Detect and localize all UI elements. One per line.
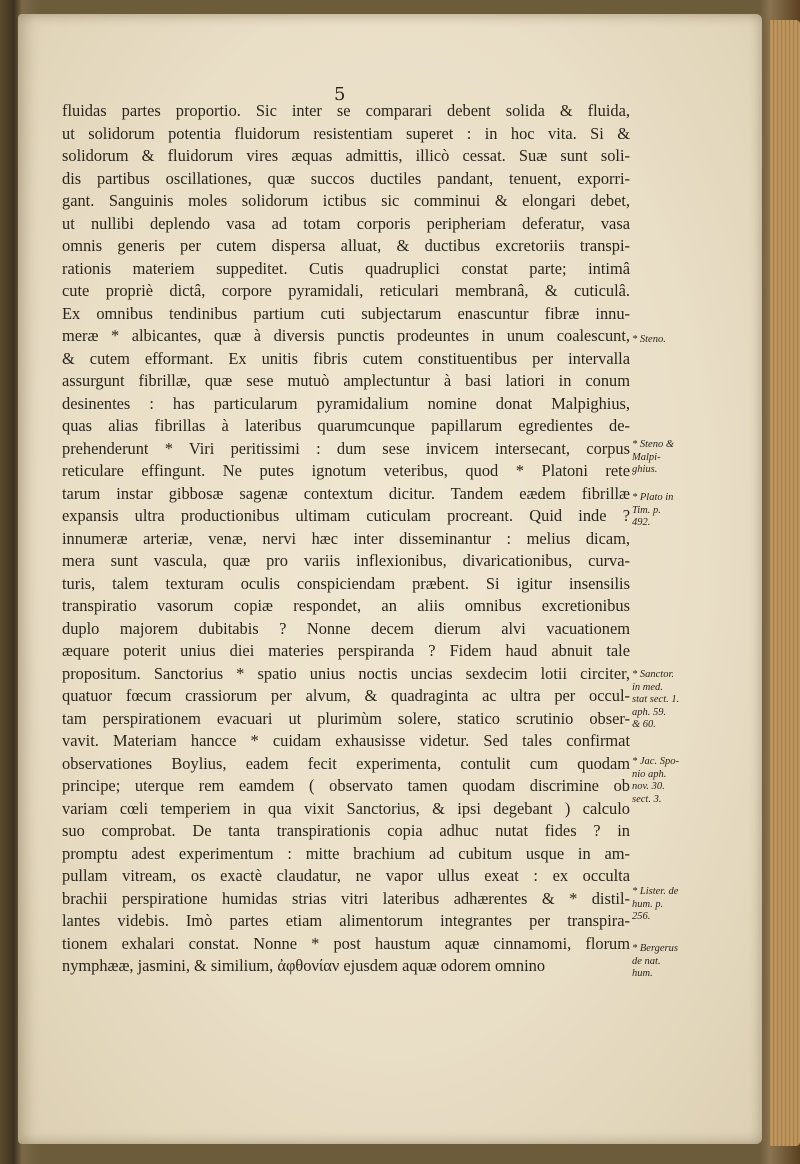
- text-line: omnis generis per cutem dispersa alluat, & ductibus excretoriis transpi-: [62, 236, 630, 255]
- text-line: fluidas partes proportio. Sic inter se comparari debent solida & fluida,: [62, 101, 630, 120]
- margin-note: * Plato in Tim. p. 492.: [632, 492, 674, 528]
- text-line: principe; uterque rem eamdem ( observato tamen quodam discrimine ob: [62, 776, 630, 795]
- text-line: turis, talem texturam oculis conspiciendam præbent. Si igitur insensilis: [62, 573, 630, 593]
- margin-note: * Steno.: [632, 334, 666, 345]
- text-line: & cutem efformant. Ex unitis fibris cutem constituentibus per intervalla: [62, 348, 630, 368]
- text-line: transpiratio vasorum copiæ respondet, an aliis omnibus excretionibus: [62, 596, 630, 615]
- body-text: [62, 100, 630, 978]
- text-line: ut solidorum potentia fluidorum resistentiam superet : in hoc vita. Si &: [62, 123, 630, 143]
- page-number: 5: [334, 84, 346, 105]
- text-line: assurgunt fibrillæ, quæ sese mutuò amplectuntur à basi latiori in conum: [62, 371, 630, 390]
- text-line: quas alias fibrillas à lateribus quarumcunque papillarum egredientes de-: [62, 416, 630, 435]
- text-line: variam cœli temperiem in qua vixit Sanctorius, & ipsi degebant ) calculo: [62, 798, 630, 818]
- margin-note: * Sanctor. in med. stat sect. 1. aph. 59. & 60.: [632, 669, 680, 730]
- text-line: quatuor fœcum crassiorum per alvum, & quadraginta ac ultra per occul-: [62, 686, 630, 705]
- text-line: dis partibus oscillationes, quæ succos ductiles pandant, tenuent, exporri-: [62, 168, 630, 188]
- text-line: rationis materiem suppeditet. Cutis quadruplici constat parte; intimâ: [62, 258, 630, 278]
- text-line: tionem exhalari constat. Nonne * post haustum aquæ cinnamomi, florum: [62, 933, 630, 953]
- text-line: duplo majorem dubitabis ? Nonne decem dierum alvi vacuationem: [62, 618, 630, 638]
- text-line: gant. Sanguinis moles solidorum ictibus sic comminui & elongari debet,: [62, 191, 630, 210]
- text-line: solidorum & fluidorum vires æquas admittis, illicò cessat. Suæ sunt soli-: [62, 146, 630, 165]
- text-line: tam perspirationem evacuari ut plurimùm solere, statico scrutinio obser-: [62, 708, 630, 728]
- text-line: Ex omnibus tendinibus partium cuti subjectarum enascuntur fibræ innu-: [62, 303, 630, 323]
- text-line: desinentes : has particularum pyramidalium nomine donat Malpighius,: [62, 393, 630, 413]
- text-line: promptu adest experimentum : mitte brachium ad cubitum usque in am-: [62, 843, 630, 863]
- text-line: expansis ultra productionibus ultimam cuticulam procreant. Quid inde ?: [62, 506, 630, 525]
- text-line: brachii perspiratione humidas strias vitri lateribus adhærentes & * distil-: [62, 888, 630, 908]
- margin-note: * Jac. Spo- nio aph. nov. 30. sect. 3.: [632, 756, 679, 805]
- margin-note: * Steno & Malpi- ghius.: [632, 439, 674, 475]
- text-line: innumeræ arteriæ, venæ, nervi hæc inter disseminantur : melius dicam,: [62, 528, 630, 548]
- text-line: observationes Boylius, eadem fecit experimenta, contulit cum quodam: [62, 753, 630, 773]
- text-line: tarum instar gibbosæ sagenæ contextum dicitur. Tandem eædem fibrillæ: [62, 483, 630, 503]
- text-line: lantes videbis. Imò partes etiam alimentorum integrantes per transpira-: [62, 911, 630, 930]
- text-line: pullam vitream, os exactè claudatur, ne vapor ullus exeat : ex occulta: [62, 866, 630, 885]
- text-line: æquare poterit unius diei materies perspiranda ? Fidem haud abnuit tale: [62, 641, 630, 660]
- text-line: vavit. Materiam hancce * cuidam exhausisse videtur. Sed tales confirmat: [62, 731, 630, 750]
- margin-note: * Bergerus de nat. hum.: [632, 943, 678, 979]
- text-line: suo comprobat. De tanta transpirationis copia adhuc nutat fides ? in: [62, 821, 630, 840]
- text-line: meræ * albicantes, quæ à diversis punctis prodeuntes in unum coalescunt,: [62, 326, 630, 345]
- text-line: prehenderunt * Viri peritissimi : dum sese invicem intersecant, corpus: [62, 438, 630, 458]
- text-line: ut nullibi deplendo vasa ad totam corporis peripheriam deferatur, vasa: [62, 213, 630, 233]
- text-line: reticulare effingunt. Ne putes ignotum veteribus, quod * Platoni rete: [62, 461, 630, 480]
- page-edges: [770, 20, 800, 1146]
- text-line: nymphææ, jasmini, & similium, ἀφθονίαν ejusdem aquæ odorem omnino: [62, 956, 546, 975]
- text-line: mera sunt vascula, quæ pro variis inflexionibus, divaricationibus, curva-: [62, 551, 630, 570]
- text-line: propositum. Sanctorius * spatio unius noctis uncias sexdecim lotii circiter,: [62, 663, 630, 683]
- margin-note: * Lister. de hum. p. 256.: [632, 886, 679, 922]
- text-line: cute propriè dictâ, corpore pyramidali, reticulari membranâ, & cuticulâ.: [62, 281, 630, 300]
